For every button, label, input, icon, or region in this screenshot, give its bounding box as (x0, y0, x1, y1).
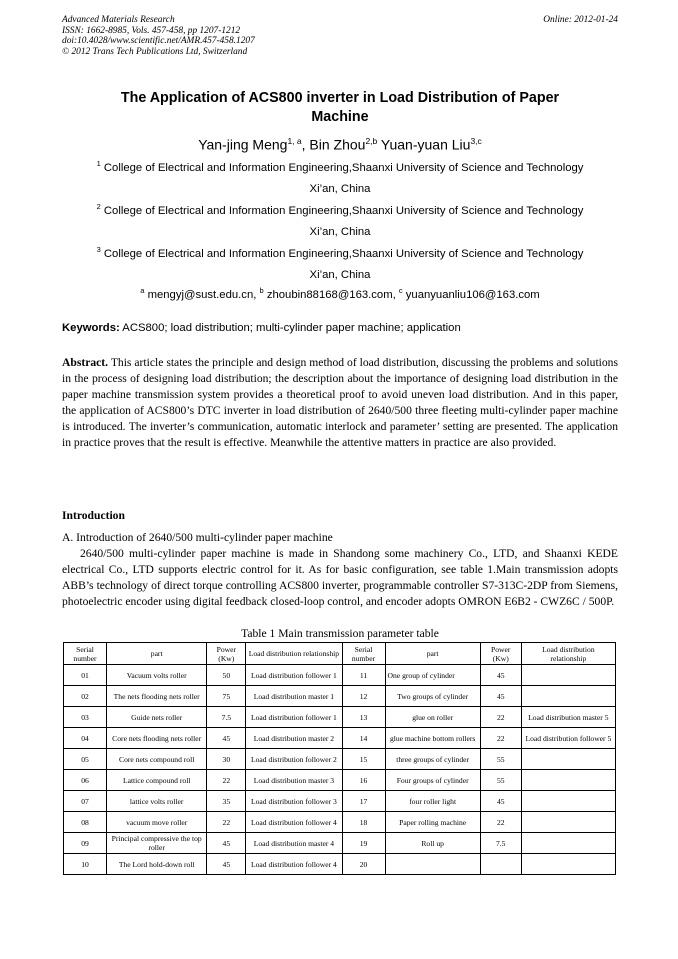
table-row (64, 854, 616, 875)
header-cell: Serial number (342, 643, 385, 665)
email-address[interactable]: mengyj@sust.edu.cn, (147, 288, 257, 301)
table-cell: 22 (480, 728, 521, 749)
author-list (62, 131, 618, 155)
author-separator: , (301, 136, 310, 153)
author-name: Yuan-yuan Liu (380, 136, 471, 153)
header-cell: Power (Kw) (480, 643, 521, 665)
paper-title (62, 89, 618, 127)
author-sup: 2,b (365, 136, 378, 146)
table-cell: Lattice compound roll (107, 770, 207, 791)
table-cell: 08 (64, 812, 107, 833)
table-cell: 7.5 (480, 833, 521, 854)
table-cell: Roll up (385, 833, 480, 854)
table-cell: 15 (342, 749, 385, 770)
table-cell: Vacuum volts roller (107, 665, 207, 686)
email-list (62, 283, 618, 303)
keywords-text: ACS800; load distribution; multi-cylinder paper machine; application (122, 322, 461, 334)
table-cell: 03 (64, 707, 107, 728)
table-cell: Load distribution follower 1 (246, 665, 342, 686)
subsection-heading: A. Introduction of 2640/500 multi-cylinder paper machine (62, 531, 333, 544)
table-cell: vacuum move roller (107, 812, 207, 833)
table-cell: 50 (207, 665, 246, 686)
table-cell: Load distribution follower 4 (246, 812, 342, 833)
table-cell: 55 (480, 770, 521, 791)
table-cell (385, 854, 480, 875)
table-cell: 45 (480, 791, 521, 812)
table-cell: 35 (207, 791, 246, 812)
header-cell: Power (Kw) (207, 643, 246, 665)
table-cell: 22 (480, 812, 521, 833)
table-cell: 12 (342, 686, 385, 707)
affiliation-1 (62, 153, 618, 201)
affiliation-3 (62, 239, 618, 287)
header-cell: Serial number (64, 643, 107, 665)
table-cell: Load distribution follower 1 (246, 707, 342, 728)
table-cell: 55 (480, 749, 521, 770)
table-cell: 22 (480, 707, 521, 728)
table-cell (521, 791, 615, 812)
abstract-text: This article states the principle and design method of load distribution, discussing the problems and solutions in the process of designing load distribution; the description about the importance of designing load distribution in the paper machine transmission system provides a theoretical proof to avoid uneven load distribution. And in this paper, the application of ACS800’s DTC inverter in load distribution of 2640/500 three fleeting multi-cylinder paper machine is introduced. The inverter’s communication, automatic interlock and parameter’ setting are presented. The application in practice proves that the result is effective. Meanwhile the attentive matters in practice are also provided. (62, 356, 618, 449)
abstract (62, 355, 618, 450)
table-cell: Load distribution follower 3 (246, 791, 342, 812)
email-address[interactable]: zhoubin88168@163.com, (266, 288, 396, 301)
keywords (62, 320, 618, 336)
abstract-label: Abstract. (62, 356, 109, 369)
table-cell: 18 (342, 812, 385, 833)
table-cell (521, 854, 615, 875)
table-cell (521, 749, 615, 770)
header-cell: Load distribution relationship (521, 643, 615, 665)
subsection-a (62, 530, 618, 610)
table-cell: Load distribution master 1 (246, 686, 342, 707)
table-cell: 07 (64, 791, 107, 812)
table-cell: 02 (64, 686, 107, 707)
copyright-line: © 2012 Trans Tech Publications Ltd, Switzerland (62, 46, 248, 57)
affiliation-city: Xi’an, China (309, 269, 371, 282)
table-cell: Load distribution follower 2 (246, 749, 342, 770)
keywords-label: Keywords: (62, 322, 120, 334)
table-row (64, 791, 616, 812)
author-name: Yan-jing Meng (198, 136, 288, 153)
table-cell: Paper rolling machine (385, 812, 480, 833)
table-cell: Core nets compound roll (107, 749, 207, 770)
table-row (64, 707, 616, 728)
email-sup: a (140, 286, 145, 295)
table-cell: 75 (207, 686, 246, 707)
table-cell: Principal compressive the top roller (107, 833, 207, 854)
table-cell: 45 (207, 833, 246, 854)
table-cell: Load distribution follower 4 (246, 854, 342, 875)
author-sup: 1, a (287, 136, 302, 146)
table-row (64, 770, 616, 791)
table-cell: Load distribution master 3 (246, 770, 342, 791)
email-sup: c (398, 286, 403, 295)
table-cell: 16 (342, 770, 385, 791)
table-cell: 17 (342, 791, 385, 812)
table-row (64, 833, 616, 854)
table-cell: 06 (64, 770, 107, 791)
affiliation-text: College of Electrical and Information Engineering,Shaanxi University of Science and Technology (103, 247, 584, 260)
table-cell: lattice volts roller (107, 791, 207, 812)
table-cell: Core nets flooding nets roller (107, 728, 207, 749)
table-cell: four roller light (385, 791, 480, 812)
table-cell: 14 (342, 728, 385, 749)
table-cell (521, 770, 615, 791)
table-cell: Load distribution master 4 (246, 833, 342, 854)
affiliation-text: College of Electrical and Information Engineering,Shaanxi University of Science and Technology (103, 204, 584, 217)
table-cell: 45 (207, 854, 246, 875)
journal-name: Advanced Materials Research (62, 15, 175, 25)
parameter-table (63, 642, 616, 875)
table-cell: 10 (64, 854, 107, 875)
table-cell: Load distribution master 5 (521, 707, 615, 728)
affiliation-2 (62, 196, 618, 244)
table-cell (521, 665, 615, 686)
table-cell: Load distribution master 2 (246, 728, 342, 749)
section-heading-introduction: Introduction (62, 509, 125, 522)
issn-line: ISSN: 1662-8985, Vols. 457-458, pp 1207-1212 (62, 25, 241, 36)
table-cell: 45 (480, 665, 521, 686)
table-cell: 45 (207, 728, 246, 749)
table-cell: The nets flooding nets roller (107, 686, 207, 707)
table-cell: Load distribution follower 5 (521, 728, 615, 749)
table-row (64, 812, 616, 833)
table-row (64, 665, 616, 686)
table-cell: 09 (64, 833, 107, 854)
table-cell: 01 (64, 665, 107, 686)
table-row (64, 686, 616, 707)
affiliation-city: Xi’an, China (309, 183, 371, 196)
header-cell: part (385, 643, 480, 665)
table-cell: 04 (64, 728, 107, 749)
table-cell (521, 686, 615, 707)
header-cell: Load distribution relationship (246, 643, 342, 665)
table-cell: Guide nets roller (107, 707, 207, 728)
header-cell: part (107, 643, 207, 665)
table-cell (480, 854, 521, 875)
affiliation-text: College of Electrical and Information Engineering,Shaanxi University of Science and Technology (103, 161, 584, 174)
table-cell: 13 (342, 707, 385, 728)
table-cell: Four groups of cylinder (385, 770, 480, 791)
author-sup: 3,c (470, 136, 482, 146)
table-cell: three groups of cylinder (385, 749, 480, 770)
table-cell (521, 812, 615, 833)
table-cell: 22 (207, 812, 246, 833)
table-cell: 7.5 (207, 707, 246, 728)
table-cell: The Lord hold-down roll (107, 854, 207, 875)
table-cell: 11 (342, 665, 385, 686)
email-sup: b (259, 286, 264, 295)
author-name: Bin Zhou (309, 136, 366, 153)
online-date: Online: 2012-01-24 (543, 15, 618, 25)
affiliation-number: 2 (96, 202, 101, 211)
title-line-1: The Application of ACS800 inverter in Load Distribution of Paper (120, 90, 560, 106)
table-cell: glue machine bottom rollers (385, 728, 480, 749)
table-cell: One group of cylinder (385, 665, 480, 686)
table-cell: glue on roller (385, 707, 480, 728)
email-address[interactable]: yuanyuanliu106@163.com (405, 288, 540, 301)
table-row (64, 728, 616, 749)
table-cell: Two groups of cylinder (385, 686, 480, 707)
table-caption: Table 1 Main transmission parameter table (241, 627, 439, 640)
affiliation-city: Xi’an, China (309, 226, 371, 239)
title-line-2: Machine (311, 109, 369, 125)
table-cell (521, 833, 615, 854)
table-header-row (64, 643, 616, 665)
table-cell: 45 (480, 686, 521, 707)
table-row (64, 749, 616, 770)
table-cell: 22 (207, 770, 246, 791)
doi-line: doi:10.4028/www.scientific.net/AMR.457-458.1207 (62, 36, 255, 47)
table-cell: 05 (64, 749, 107, 770)
journal-header (62, 15, 618, 57)
subsection-paragraph: 2640/500 multi-cylinder paper machine is made in Shandong some machinery Co., LTD, and Shaanxi KEDE electrical Co., LTD supports electric control for it. As for basic configuration, see table 1.Main transmission adopts ABB’s technology of direct torque controlling ACS800 inverter, programmable controller S7-313C-2DP from Siemens, photoelectric encoder using digital feedback closed-loop control, and encoder adopts OMRON E6B2 - CWZ6C / 500P. (62, 546, 618, 608)
table-cell: 20 (342, 854, 385, 875)
affiliation-number: 3 (96, 245, 101, 254)
table-cell: 19 (342, 833, 385, 854)
affiliation-number: 1 (96, 159, 101, 168)
table-cell: 30 (207, 749, 246, 770)
